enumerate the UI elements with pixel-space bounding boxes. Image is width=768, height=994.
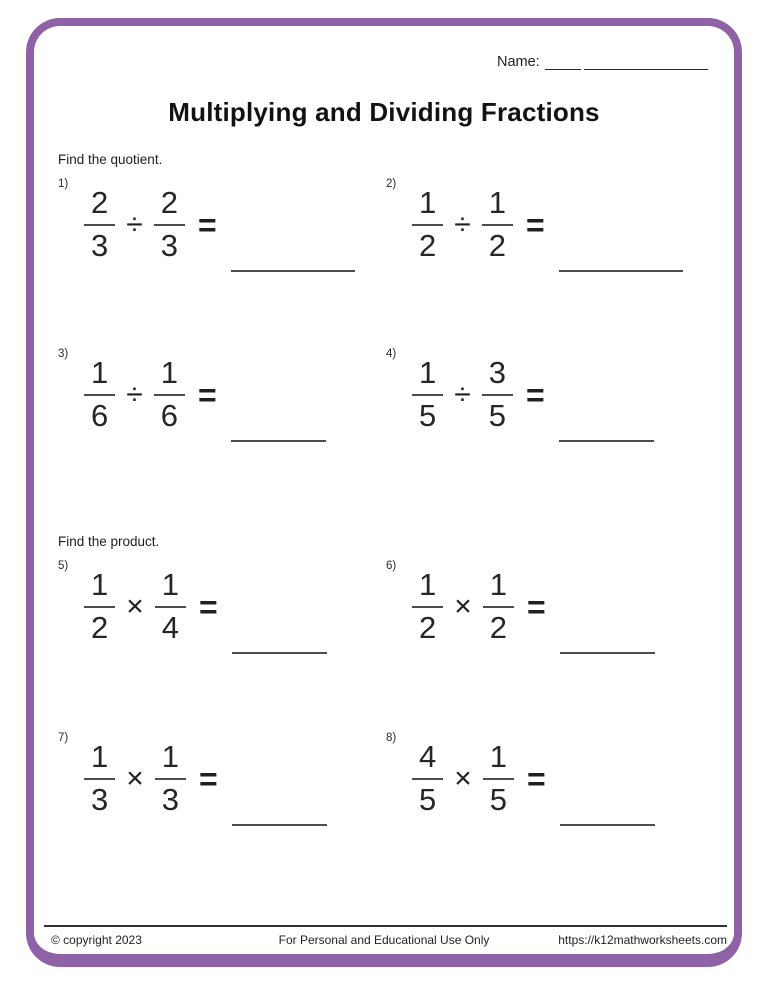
denominator: 6 xyxy=(84,394,115,434)
numerator: 2 xyxy=(91,185,109,220)
fraction-second xyxy=(482,356,513,433)
problem-number: 8) xyxy=(386,732,397,744)
numerator: 1 xyxy=(91,355,109,390)
name-field-row xyxy=(497,52,708,70)
denominator: 3 xyxy=(84,778,115,818)
footer-url: https://k12mathworksheets.com xyxy=(558,933,727,947)
denominator: 2 xyxy=(84,606,115,646)
answer-blank xyxy=(231,440,326,442)
problem-expression xyxy=(412,348,716,433)
problem-2 xyxy=(386,178,716,278)
problem-6 xyxy=(386,560,716,660)
numerator: 1 xyxy=(489,739,508,774)
denominator: 2 xyxy=(482,224,513,264)
problem-expression xyxy=(84,560,388,645)
fraction-second xyxy=(155,740,186,817)
division-sign: ÷ xyxy=(126,377,143,411)
fraction-second xyxy=(482,186,513,263)
name-blank-line-long xyxy=(584,52,708,70)
answer-blank xyxy=(560,824,655,826)
problem-number: 5) xyxy=(58,560,69,572)
problem-number: 7) xyxy=(58,732,69,744)
fraction-first xyxy=(412,356,443,433)
problem-number: 6) xyxy=(386,560,397,572)
denominator: 2 xyxy=(412,606,443,646)
denominator: 3 xyxy=(154,224,185,264)
fraction-second xyxy=(155,568,186,645)
equals-sign: = xyxy=(525,376,545,413)
footer-divider xyxy=(44,925,727,927)
division-sign: ÷ xyxy=(454,207,471,241)
denominator: 5 xyxy=(483,778,514,818)
answer-blank xyxy=(559,440,654,442)
numerator: 1 xyxy=(489,567,508,602)
multiplication-sign: × xyxy=(126,761,144,795)
problem-expression xyxy=(412,560,716,645)
equals-sign: = xyxy=(527,588,546,625)
multiplication-sign: × xyxy=(454,761,472,795)
multiplication-sign: × xyxy=(454,589,472,623)
problem-1 xyxy=(58,178,388,278)
fraction-first xyxy=(84,568,115,645)
division-sign: ÷ xyxy=(126,207,143,241)
instruction-quotient: Find the quotient. xyxy=(58,152,163,167)
fraction-second xyxy=(154,356,185,433)
problem-expression xyxy=(84,178,388,263)
numerator: 1 xyxy=(161,739,180,774)
problem-7 xyxy=(58,732,388,832)
problem-expression xyxy=(84,348,388,433)
numerator: 1 xyxy=(419,567,437,602)
numerator: 1 xyxy=(160,355,178,390)
numerator: 4 xyxy=(419,739,437,774)
answer-blank xyxy=(232,824,327,826)
denominator: 5 xyxy=(412,778,443,818)
problem-4 xyxy=(386,348,716,448)
equals-sign: = xyxy=(525,206,545,243)
numerator: 1 xyxy=(91,567,109,602)
fraction-second xyxy=(483,740,514,817)
page-title: Multiplying and Dividing Fractions xyxy=(168,97,600,127)
numerator: 1 xyxy=(419,355,437,390)
problem-number: 4) xyxy=(386,348,397,360)
fraction-first xyxy=(84,186,115,263)
equals-sign: = xyxy=(197,376,217,413)
problem-8 xyxy=(386,732,716,832)
problem-number: 1) xyxy=(58,178,69,190)
denominator: 5 xyxy=(482,394,513,434)
problem-expression xyxy=(412,732,716,817)
denominator: 3 xyxy=(155,778,186,818)
fraction-second xyxy=(154,186,185,263)
problem-5 xyxy=(58,560,388,660)
problem-expression xyxy=(412,178,716,263)
equals-sign: = xyxy=(527,760,546,797)
equals-sign: = xyxy=(199,588,218,625)
division-sign: ÷ xyxy=(454,377,471,411)
fraction-first xyxy=(412,186,443,263)
numerator: 1 xyxy=(419,185,437,220)
answer-blank xyxy=(560,652,655,654)
fraction-first xyxy=(412,568,443,645)
fraction-first xyxy=(84,356,115,433)
equals-sign: = xyxy=(199,760,218,797)
name-label: Name: xyxy=(497,54,540,70)
name-blank-line-short xyxy=(545,52,581,70)
denominator: 2 xyxy=(412,224,443,264)
answer-blank xyxy=(231,270,355,272)
denominator: 5 xyxy=(412,394,443,434)
fraction-first xyxy=(84,740,115,817)
problem-number: 3) xyxy=(58,348,69,360)
footer-usage-note: For Personal and Educational Use Only xyxy=(278,933,490,947)
equals-sign: = xyxy=(197,206,217,243)
fraction-first xyxy=(412,740,443,817)
denominator: 3 xyxy=(84,224,115,264)
problem-number: 2) xyxy=(386,178,397,190)
numerator: 1 xyxy=(488,185,506,220)
numerator: 2 xyxy=(160,185,178,220)
answer-blank xyxy=(559,270,683,272)
problem-expression xyxy=(84,732,388,817)
numerator: 3 xyxy=(488,355,506,390)
problem-3 xyxy=(58,348,388,448)
answer-blank xyxy=(232,652,327,654)
fraction-second xyxy=(483,568,514,645)
numerator: 1 xyxy=(161,567,180,602)
multiplication-sign: × xyxy=(126,589,144,623)
denominator: 2 xyxy=(483,606,514,646)
denominator: 4 xyxy=(155,606,186,646)
instruction-product: Find the product. xyxy=(58,534,160,549)
numerator: 1 xyxy=(91,739,109,774)
footer-copyright: © copyright 2023 xyxy=(51,933,142,947)
denominator: 6 xyxy=(154,394,185,434)
